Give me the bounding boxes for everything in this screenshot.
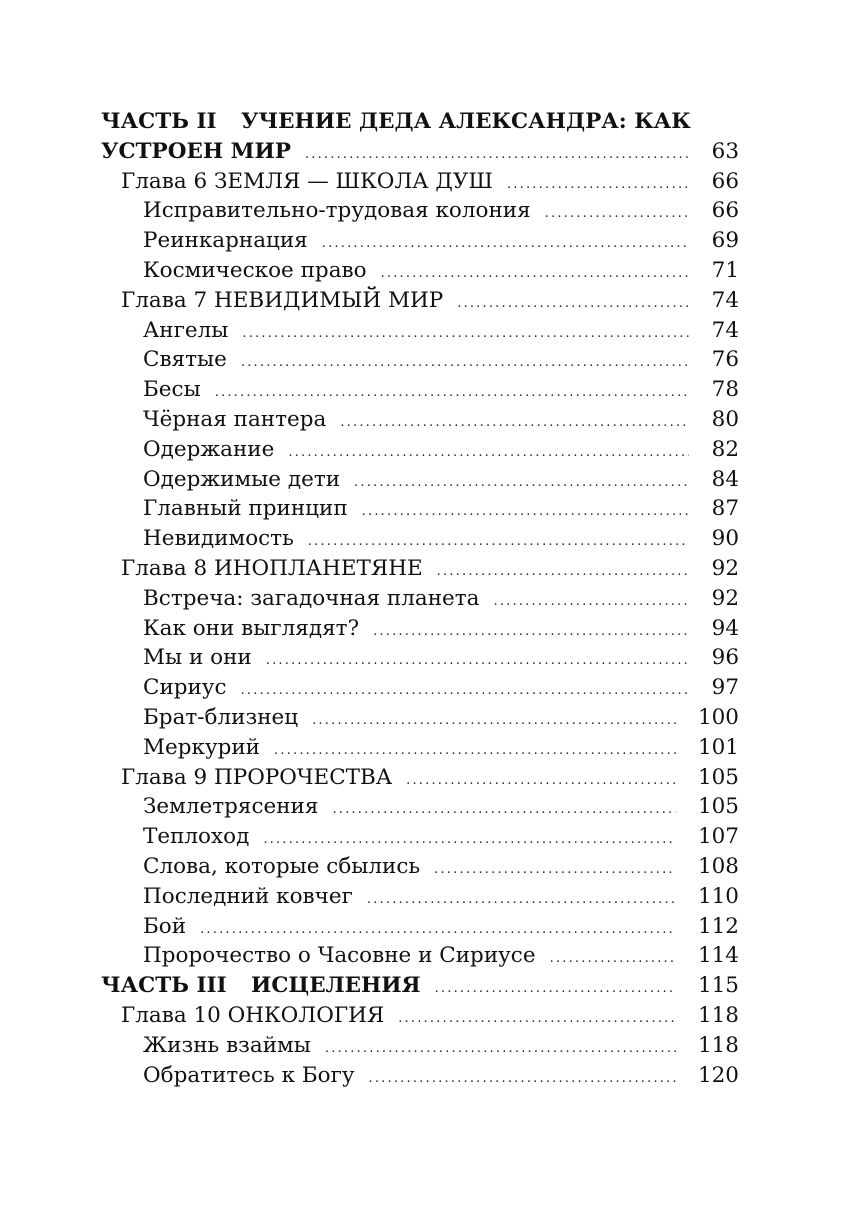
dot-leader (406, 766, 676, 796)
part-label: ЧАСТЬ III (101, 973, 227, 999)
page-number: 92 (711, 555, 739, 581)
entry-title: Пророчество о Часовне и Сириусе (143, 943, 536, 969)
entry-title: Последний ковчег (143, 883, 353, 909)
toc-section[interactable] (101, 375, 739, 405)
page-number: 101 (697, 734, 739, 760)
entry-title: Бесы (143, 377, 201, 403)
part-label: ЧАСТЬ II (101, 109, 217, 134)
page-number: 105 (697, 764, 739, 790)
toc-section[interactable] (101, 524, 739, 554)
toc-section[interactable] (101, 256, 739, 286)
page-number: 74 (711, 287, 739, 313)
toc-section[interactable] (101, 465, 739, 495)
toc-section[interactable] (101, 643, 739, 673)
toc-chapter[interactable] (101, 763, 739, 793)
entry-title: Одержание (143, 436, 275, 462)
entry-title: Мы и они (143, 645, 252, 671)
page-number: 78 (711, 377, 739, 403)
table-of-contents (101, 107, 739, 1090)
dot-leader (325, 1034, 676, 1064)
entry-title: Сириус (143, 675, 227, 701)
part-title: ИСЦЕЛЕНИЯ (251, 973, 421, 999)
toc-chapter[interactable] (101, 1001, 739, 1031)
toc-section[interactable] (101, 792, 739, 822)
entry-title: Одержимые дети (143, 466, 341, 492)
toc-section[interactable] (101, 196, 739, 226)
dot-leader (266, 646, 689, 676)
toc-section[interactable] (101, 673, 739, 703)
toc-section[interactable] (101, 1031, 739, 1061)
entry-title: Землетрясения (143, 794, 319, 820)
entry-title: Жизнь взаймы (143, 1032, 311, 1058)
dot-leader (215, 378, 689, 408)
dot-leader (435, 974, 676, 1004)
dot-leader (434, 855, 676, 885)
dot-leader (200, 915, 676, 945)
dot-leader (288, 438, 689, 468)
toc-section[interactable] (101, 614, 739, 644)
dot-leader (367, 885, 676, 915)
page-number: 96 (711, 645, 739, 671)
entry-title: Теплоход (143, 824, 250, 850)
toc-section[interactable] (101, 1061, 739, 1091)
toc-section[interactable] (101, 822, 739, 852)
toc-section[interactable] (101, 405, 739, 435)
entry-title: Исправительно-трудовая колония (143, 198, 531, 224)
page-number: 97 (711, 675, 739, 701)
page-number: 118 (697, 1032, 739, 1058)
toc-section[interactable] (101, 941, 739, 971)
page-number: 107 (697, 824, 739, 850)
part-title: УЧЕНИЕ ДЕДА АЛЕКСАНДРА: КАК (241, 109, 691, 134)
toc-section[interactable] (101, 703, 739, 733)
toc-section[interactable] (101, 733, 739, 763)
toc-part-heading (101, 107, 739, 137)
page-number: 94 (711, 615, 739, 641)
dot-leader (369, 1064, 676, 1094)
entry-title: Главный принцип (143, 496, 348, 522)
entry-title: Реинкарнация (143, 228, 308, 254)
entry-title: Брат-близнец (143, 704, 299, 730)
toc-section[interactable] (101, 494, 739, 524)
dot-leader (305, 140, 689, 170)
page-number: 105 (697, 794, 739, 820)
page-number: 69 (711, 228, 739, 254)
entry-title: Встреча: загадочная планета (143, 585, 480, 611)
dot-leader (241, 348, 689, 378)
page-number: 82 (711, 436, 739, 462)
page-number: 118 (697, 1002, 739, 1028)
dot-leader (241, 676, 689, 706)
dot-leader (398, 1004, 676, 1034)
dot-leader (373, 617, 689, 647)
toc-section[interactable] (101, 226, 739, 256)
entry-title: Как они выглядят? (143, 615, 360, 641)
dot-leader (274, 736, 676, 766)
page-number: 71 (711, 257, 739, 283)
dot-leader (457, 289, 689, 319)
page-number: 120 (697, 1062, 739, 1088)
entry-title: Глава 6 ЗЕМЛЯ — ШКОЛА ДУШ (121, 168, 493, 194)
entry-title: Глава 9 ПРОРОЧЕСТВА (121, 764, 393, 790)
toc-part-heading[interactable] (101, 971, 739, 1001)
entry-title: Глава 8 ИНОПЛАНЕТЯНЕ (121, 555, 423, 581)
page-number: 87 (711, 496, 739, 522)
toc-section[interactable] (101, 584, 739, 614)
page-number: 115 (697, 973, 739, 999)
toc-section[interactable] (101, 852, 739, 882)
page-number: 76 (711, 347, 739, 373)
entry-title: Глава 10 ОНКОЛОГИЯ (121, 1002, 385, 1028)
toc-chapter[interactable] (101, 554, 739, 584)
page-number: 108 (697, 853, 739, 879)
entry-title: Обратитесь к Богу (143, 1062, 355, 1088)
entry-title: Глава 7 НЕВИДИМЫЙ МИР (121, 287, 444, 313)
entry-title: Меркурий (143, 734, 261, 760)
dot-leader (545, 199, 689, 229)
dot-leader (242, 319, 689, 349)
dot-leader (550, 944, 676, 974)
entry-title: Чёрная пантера (143, 406, 327, 432)
toc-section[interactable] (101, 316, 739, 346)
page-number: 66 (711, 168, 739, 194)
entry-title: Космическое право (143, 257, 367, 283)
page-number: 63 (711, 138, 739, 164)
dot-leader (263, 825, 676, 855)
entry-title: Святые (143, 347, 227, 373)
toc-section[interactable] (101, 912, 739, 942)
page-number: 100 (697, 704, 739, 730)
entry-title: Ангелы (143, 317, 229, 343)
dot-leader (437, 557, 689, 587)
page-number: 112 (697, 913, 739, 939)
dot-leader (354, 468, 689, 498)
page-number: 74 (711, 317, 739, 343)
page-number: 80 (711, 406, 739, 432)
entry-title: Слова, которые сбылись (143, 853, 421, 879)
toc-entry[interactable] (101, 137, 739, 167)
entry-title: Бой (143, 913, 187, 939)
page-number: 90 (711, 526, 739, 552)
dot-leader (381, 259, 689, 289)
page-number: 114 (697, 943, 739, 969)
entry-title: Невидимость (143, 526, 294, 552)
dot-leader (308, 527, 689, 557)
toc-section[interactable] (101, 435, 739, 465)
dot-leader (340, 408, 689, 438)
toc-chapter[interactable] (101, 167, 739, 197)
toc-section[interactable] (101, 345, 739, 375)
dot-leader (362, 497, 689, 527)
part-title-continuation: УСТРОЕН МИР (101, 138, 291, 164)
dot-leader (507, 170, 689, 200)
page-number: 110 (697, 883, 739, 909)
dot-leader (322, 229, 689, 259)
page-number: 84 (711, 466, 739, 492)
toc-chapter[interactable] (101, 286, 739, 316)
toc-section[interactable] (101, 882, 739, 912)
dot-leader (493, 587, 689, 617)
page-number: 66 (711, 198, 739, 224)
page-number: 92 (711, 585, 739, 611)
dot-leader (312, 706, 676, 736)
dot-leader (332, 795, 676, 825)
